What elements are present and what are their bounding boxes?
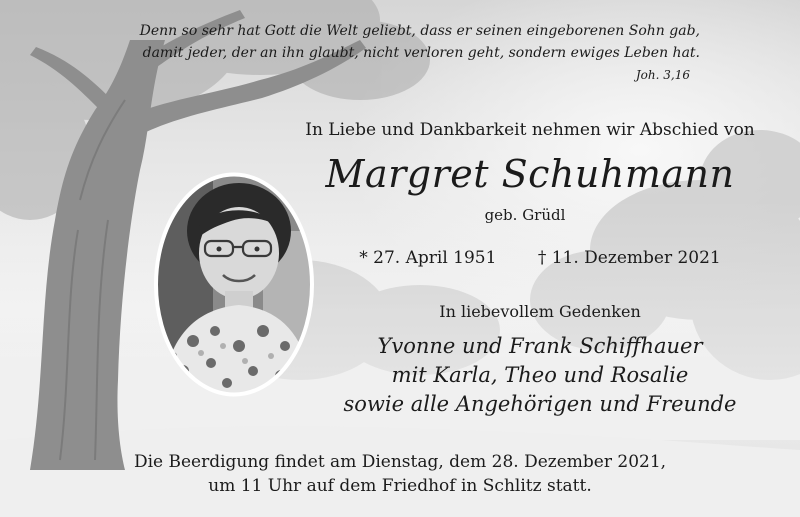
mourner-line: mit Karla, Theo und Rosalie	[391, 363, 689, 387]
memory-line: In liebevollem Gedenken	[439, 302, 641, 321]
quote-line-1: Denn so sehr hat Gott die Welt geliebt, dass er seinen eingeborenen Sohn gab,	[139, 23, 700, 39]
bible-quote	[20, 20, 700, 86]
birth-date: * 27. April 1951	[359, 248, 497, 268]
farewell-intro: In Liebe und Dankbarkeit nehmen wir Abschied von	[305, 120, 755, 140]
life-dates	[330, 248, 750, 268]
funeral-notice	[90, 450, 710, 498]
quote-line-2: damit jeder, der an ihn glaubt, nicht verloren geht, sondern ewiges Leben hat.	[142, 45, 700, 61]
mourner-line: Yvonne und Frank Schiffhauer	[377, 334, 703, 358]
quote-reference: Joh. 3,16	[635, 68, 690, 82]
funeral-line-1: Die Beerdigung findet am Dienstag, dem 28. Dezember 2021,	[133, 452, 667, 472]
mourners-list	[320, 332, 760, 419]
mourner-line: sowie alle Angehörigen und Freunde	[343, 392, 737, 416]
funeral-line-2: um 11 Uhr auf dem Friedhof in Schlitz statt.	[208, 476, 592, 496]
portrait-photo	[153, 171, 315, 398]
death-date: † 11. Dezember 2021	[537, 248, 721, 268]
deceased-name: Margret Schuhmann	[325, 152, 735, 196]
birth-name: geb. Grüdl	[484, 206, 566, 224]
